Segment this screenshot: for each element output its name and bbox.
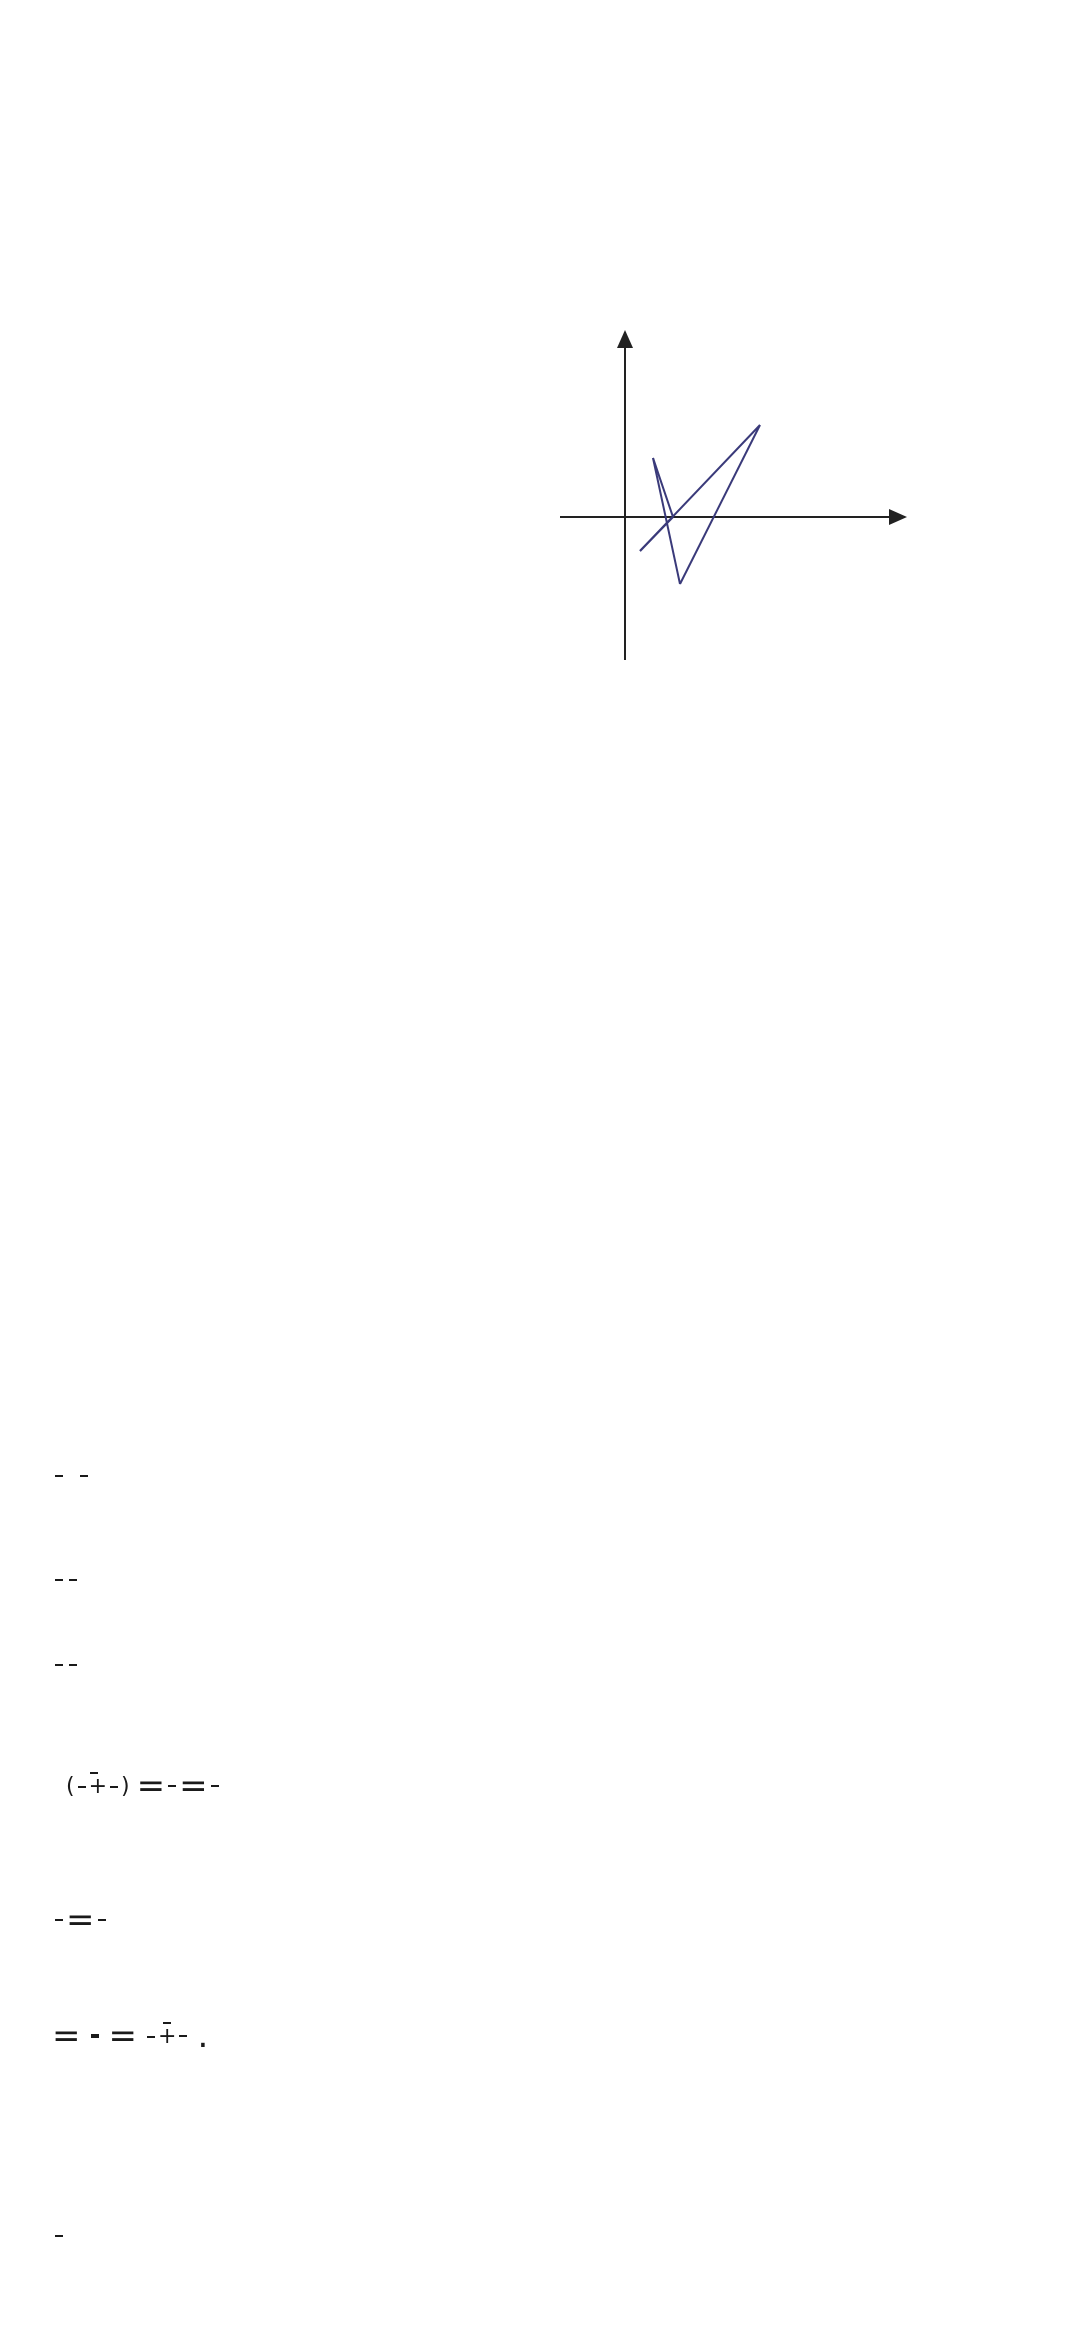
fraction — [80, 1475, 88, 1477]
solution-line-12 — [52, 1560, 91, 1600]
fraction — [84, 2034, 106, 2038]
solution-line-13 — [52, 1664, 80, 1666]
fraction — [211, 1785, 219, 1787]
figure-parabola — [560, 330, 980, 700]
line-AB — [680, 425, 760, 584]
fraction — [69, 1579, 77, 1581]
fraction — [168, 1785, 176, 1787]
fraction — [55, 1919, 63, 1921]
solution-line-16: = = + . — [52, 2016, 209, 2056]
fraction — [55, 1475, 63, 1477]
fraction: ( + ) — [59, 1774, 130, 1800]
fraction: + — [140, 2022, 194, 2049]
fraction — [69, 1664, 77, 1666]
solution-line-14: ( + ) = = — [52, 1766, 222, 1806]
solution-line-3 — [52, 676, 84, 724]
solution-line-18 — [52, 2235, 66, 2237]
solution-line-11 — [52, 1456, 123, 1496]
fraction — [98, 1919, 106, 1921]
line-MA — [653, 458, 680, 584]
solution-line-15: = — [52, 1900, 109, 1940]
fraction — [55, 1579, 63, 1581]
fraction — [55, 2235, 63, 2237]
fraction — [55, 1664, 63, 1666]
line-NB — [640, 425, 760, 551]
